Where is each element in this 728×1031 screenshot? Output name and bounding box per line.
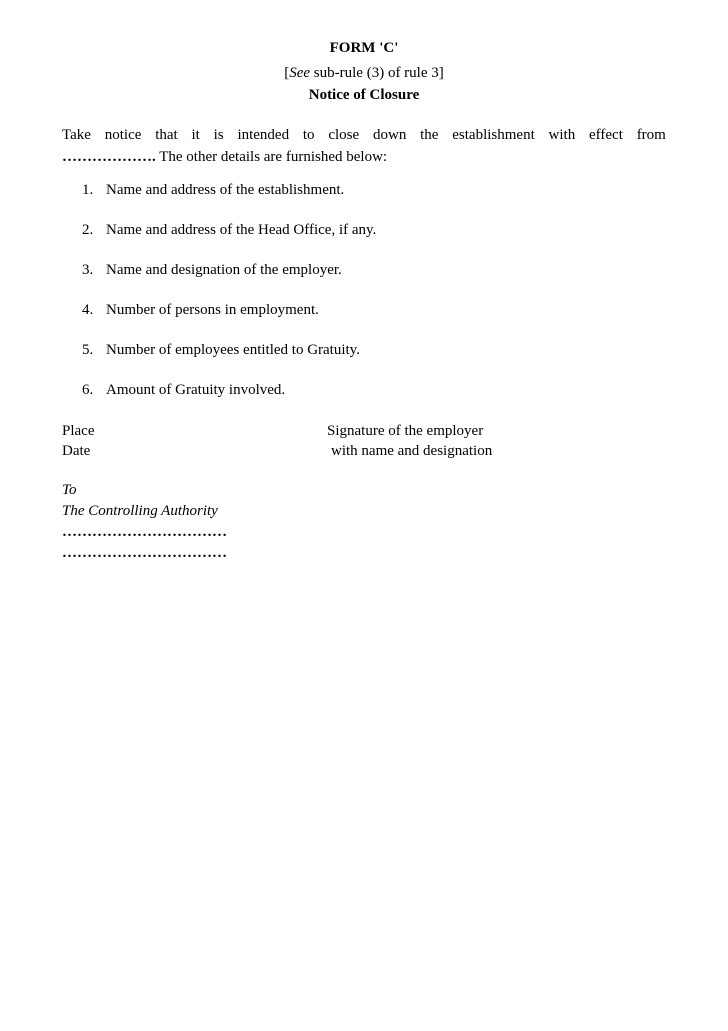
item-text: Name and designation of the employer. bbox=[106, 262, 342, 278]
item-number: 4. bbox=[82, 302, 94, 318]
item-number: 5. bbox=[82, 342, 94, 358]
intro-word: Take bbox=[62, 127, 91, 143]
form-reference bbox=[62, 65, 666, 82]
date-label: Date bbox=[62, 443, 91, 459]
intro-word: from bbox=[636, 127, 666, 143]
intro-word: down bbox=[372, 127, 407, 143]
ref-rest: sub-rule (3) of rule 3] bbox=[310, 65, 444, 81]
intro-line-1 bbox=[62, 124, 666, 146]
authority-label: The Controlling Authority bbox=[62, 503, 218, 519]
item-text: Amount of Gratuity involved. bbox=[106, 382, 286, 398]
list-item bbox=[82, 342, 642, 382]
intro-word: intended bbox=[237, 127, 290, 143]
address-blank-line-2: …………………………… bbox=[62, 545, 227, 561]
list-item bbox=[82, 182, 642, 222]
list-item bbox=[82, 222, 642, 262]
signature-label: Signature of the employer bbox=[327, 423, 484, 439]
intro-word: is bbox=[213, 127, 224, 143]
intro-word: to bbox=[302, 127, 315, 143]
intro-word: effect bbox=[589, 127, 623, 143]
address-blank-line-1: …………………………… bbox=[62, 524, 227, 540]
item-number: 3. bbox=[82, 262, 94, 278]
list-item bbox=[82, 302, 642, 342]
form-title: FORM 'C' bbox=[329, 40, 399, 56]
list-item bbox=[82, 382, 642, 422]
place-date-block bbox=[62, 421, 94, 461]
details-list bbox=[82, 182, 642, 422]
intro-word: notice bbox=[104, 127, 142, 143]
item-text: Number of persons in employment. bbox=[106, 302, 319, 318]
addressee-block bbox=[62, 480, 227, 564]
intro-word: the bbox=[420, 127, 439, 143]
intro-line-2 bbox=[62, 146, 666, 168]
signature-block bbox=[327, 421, 492, 461]
form-subtitle: Notice of Closure bbox=[308, 87, 420, 103]
intro-paragraph bbox=[62, 124, 666, 168]
list-item bbox=[82, 262, 642, 302]
intro-word: establishment bbox=[452, 127, 535, 143]
intro-word: that bbox=[155, 127, 178, 143]
place-label: Place bbox=[62, 423, 95, 439]
intro-word: it bbox=[191, 127, 200, 143]
item-text: Name and address of the establishment. bbox=[106, 182, 345, 198]
item-number: 1. bbox=[82, 182, 94, 198]
ref-open-bracket: [ bbox=[284, 65, 290, 81]
item-text: Name and address of the Head Office, if any. bbox=[106, 222, 377, 238]
intro-word: close bbox=[328, 127, 360, 143]
ref-see: See bbox=[289, 65, 311, 81]
signature-sublabel: with name and designation bbox=[331, 443, 493, 459]
to-label: To bbox=[62, 482, 77, 498]
intro-line-2-text: The other details are furnished below: bbox=[155, 149, 388, 165]
intro-word: with bbox=[548, 127, 576, 143]
item-text: Number of employees entitled to Gratuity. bbox=[106, 342, 360, 358]
item-number: 2. bbox=[82, 222, 94, 238]
item-number: 6. bbox=[82, 382, 94, 398]
date-blank-dots: ………………. bbox=[62, 149, 156, 165]
